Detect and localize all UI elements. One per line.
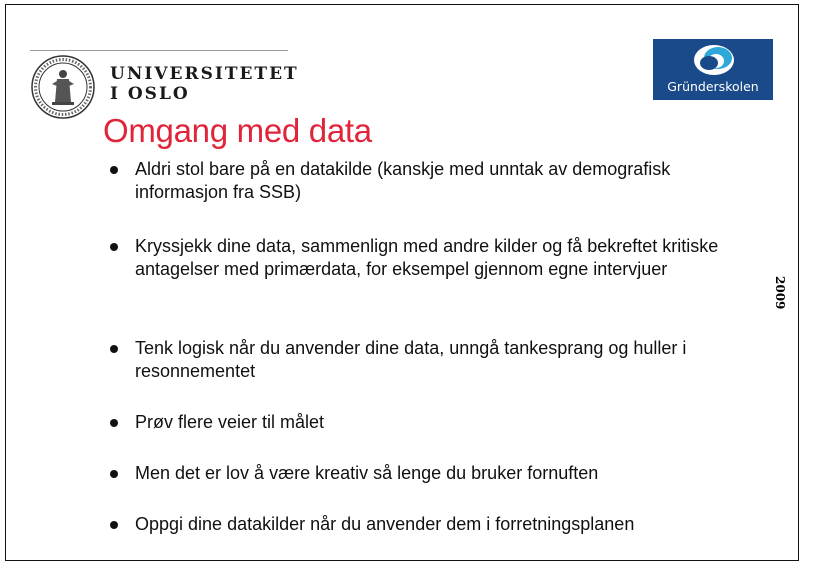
bullet-item — [110, 235, 740, 281]
bullet-dot-icon — [110, 521, 118, 529]
bullet-text: Tenk logisk når du anvender dine data, unngå tankesprang og huller i resonnementet — [135, 338, 687, 381]
bullet-text: Kryssjekk dine data, sammenlign med andre kilder og få bekreftet kritiske antagelser med primærdata, for eksempel gjennom egne intervjuer — [135, 236, 719, 279]
bullet-dot-icon — [110, 470, 118, 478]
bullet-text: Oppgi dine datakilder når du anvender dem i forretningsplanen — [135, 514, 635, 534]
bullet-dot-icon — [110, 243, 118, 251]
bullet-item — [110, 411, 740, 434]
bullet-dot-icon — [110, 345, 118, 353]
bullet-item — [110, 462, 740, 485]
bullet-item — [110, 337, 740, 383]
bullet-text: Aldri stol bare på en datakilde (kanskje med unntak av demografisk informasjon fra SSB) — [135, 159, 671, 202]
bullet-text: Prøv flere veier til målet — [135, 412, 325, 432]
university-name-line-2: I OSLO — [110, 84, 190, 104]
bullet-dot-icon — [110, 419, 118, 427]
bullet-dot-icon — [110, 166, 118, 174]
university-name-line-1: UNIVERSITETET — [110, 64, 299, 84]
grunderskolen-name: Gründerskolen — [667, 79, 759, 94]
bullet-item — [110, 513, 740, 536]
year-label: 2009 — [773, 276, 787, 310]
bullet-item — [110, 158, 740, 204]
bullet-text: Men det er lov å være kreativ så lenge du bruker fornuften — [135, 463, 599, 483]
slide-title: Omgang med data — [103, 112, 372, 149]
